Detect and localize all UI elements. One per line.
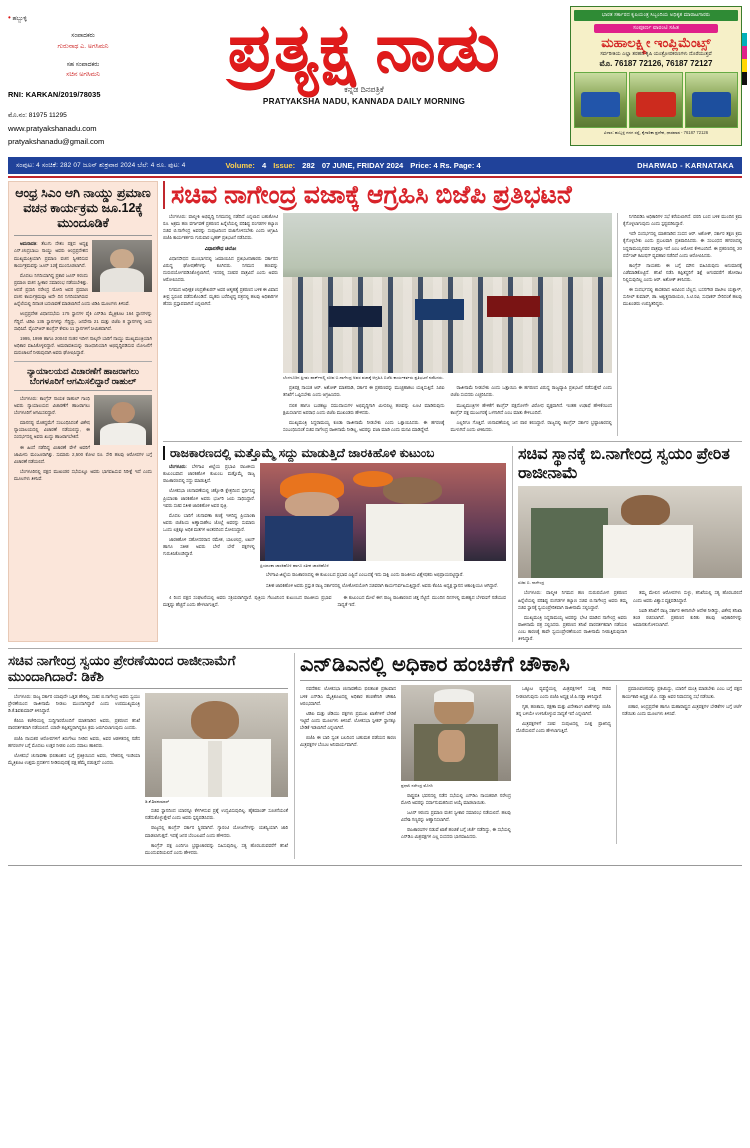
rahul-para-1: ಮಾನನಷ್ಟ ಮೊಕದ್ದಮೆಗೆ ಸಂಬಂಧಿಸಿದಂತೆ ವಿಶೇಷ ನ್ಯಾಯಾಲಯದಲ್ಲಿ ವಿಚಾರಣೆ ನಡೆಯಲಿದ್ದು, ಈ ಸಂದರ್ಭದಲ್ಲಿ ಅವರು ಖುದ್ದು ಹಾಜರಾಗಬೇಕಿದೆ. — [14, 420, 90, 440]
masthead-subtitle-kannada: ಕನ್ನಡ ದಿನಪತ್ರಿಕೆ — [344, 85, 384, 95]
nagendra-para-2: ತಮ್ಮ ಮೇಲಿನ ಆರೋಪಗಳು ಸುಳ್ಳು, ತನಿಖೆಯಲ್ಲಿ ಸತ್ಯ ಹೊರಬರಲಿದೆ ಎಂದು ಅವರು ವಿಶ್ವಾಸ ವ್ಯಕ್ತಪಡಿಸಿದ್ದಾರೆ. — [633, 590, 742, 603]
bottom-section — [8, 653, 742, 859]
nda-col-3 — [516, 685, 611, 843]
jarkiholi-col1-para-1: ಲೋಕಸಭಾ ಚುನಾವಣೆಯಲ್ಲಿ ಚಿಕ್ಕೋಡಿ ಕ್ಷೇತ್ರದಿಂದ ಸ್ಪರ್ಧಿಸಿದ್ದ ಪ್ರಿಯಾಂಕಾ ಜಾರಕಿಹೊಳಿ ಅವರು ಭರ್ಜರಿ ಜಯ ಸಾಧಿಸಿದ್ದಾರೆ. ಇವರು ಸಚಿವ ಸತೀಶ ಜಾರಕಿಹೊಳಿ ಅವರ ಪುತ್ರಿ. — [163, 488, 255, 508]
nda-col2-para-1: ಜೂನ್ 9ರಂದು ಪ್ರಮಾಣ ವಚನ ಸ್ವೀಕಾರ ಸಮಾರಂಭ ನಡೆಯಲಿದೆ. ಹಲವು ವಿದೇಶಿ ಗಣ್ಯರನ್ನು ಆಹ್ವಾನಿಸಲಾಗಿದೆ. — [401, 810, 511, 823]
nda-story — [294, 653, 742, 859]
masthead-title-block — [158, 6, 570, 106]
advert-trailer-image — [685, 72, 738, 128]
mid-section-divider — [163, 441, 742, 442]
main-right-para-0: ನಿಗದಿಪಡಿಸಿ ಅಧಿಕಾರಿಗಳ ಸಭೆ ಕರೆಯಲಾಗಿದೆ. ವರದಿ ಬಂದ ಬಳಿಕ ಮುಂದಿನ ಕ್ರಮ ಕೈಗೊಳ್ಳಲಾಗುವುದು ಎಂದು ಸ್ಪಷ್ಟಪಡಿಸಿದ್ದಾರೆ. — [623, 214, 742, 227]
advert-rotavator-image — [629, 72, 682, 128]
main-col1-para-2: ವಿಧಾನಸೌಧದ ಮುಂಭಾಗದಲ್ಲಿ ಜಮಾಯಿಸಿದ ಪ್ರತಿಭಟನಾಕಾರರು ಸರ್ಕಾರದ ವಿರುದ್ಧ ಘೋಷಣೆಗಳನ್ನು ಕೂಗಿದರು. ನಿಗಮದ ಹಣವನ್ನು ದುರುಪಯೋಗಪಡಿಸಿಕೊಳ್ಳಲಾಗಿದೆ, ಇದರಲ್ಲಿ ಸಚಿವರ ಪಾತ್ರವಿದೆ ಎಂದು ಅವರು ಆರೋಪಿಸಿದರು. — [163, 255, 278, 282]
left-sidebar-column — [8, 181, 158, 642]
masthead-left-info — [8, 6, 158, 148]
rahul-gandhi-photo — [94, 395, 152, 445]
dks-col2-para-1: ರಾಜ್ಯದಲ್ಲಿ ಕಾಂಗ್ರೆಸ್ ಸರ್ಕಾರ ಸ್ಥಿರವಾಗಿದೆ. ಗ್ಯಾರಂಟಿ ಯೋಜನೆಗಳನ್ನು ಯಶಸ್ವಿಯಾಗಿ ಜಾರಿ ಮಾಡಲಾಗುತ್ತದೆ. ಇದಕ್ಕೆ ಜನರ ಬೆಂಬಲವಿದೆ ಎಂದು ಹೇಳಿದರು. — [145, 825, 288, 838]
andhra-para-0: ಅಮರಾವತಿ: ತೆಲುಗು ದೇಶಂ ಪಕ್ಷದ ಅಧ್ಯಕ್ಷ ಎನ್.ಚಂದ್ರಬಾಬು ನಾಯ್ಡು ಅವರು ಆಂಧ್ರಪ್ರದೇಶದ ಮುಖ್ಯಮಂತ್ರಿಯಾಗಿ ಪ್ರಮಾಣ ವಚನ ಸ್ವೀಕರಿಸುವ ಕಾರ್ಯಕ್ರಮವನ್ನು ಜೂನ್ 12ಕ್ಕೆ ಮುಂದೂಡಲಾಗಿದೆ. — [14, 241, 88, 268]
rahul-para-0: ಬೆಂಗಳೂರು: ಕಾಂಗ್ರೆಸ್ ನಾಯಕ ರಾಹುಲ್ ಗಾಂಧಿ ಅವರು ನ್ಯಾಯಾಲಯದ ವಿಚಾರಣೆಗೆ ಹಾಜರಾಗಲು ಬೆಂಗಳೂರಿಗೆ ಆಗಮಿಸಲಿದ್ದಾರೆ. — [14, 395, 90, 415]
dks-col1-para-2: ಬಿಜೆಪಿ ನಾಯಕರ ಆರೋಪಗಳಿಗೆ ತಿರುಗೇಟು ನೀಡಿದ ಅವರು, ಅವರ ಆಡಳಿತದಲ್ಲಿ ನಡೆದ ಹಗರಣಗಳ ಬಗ್ಗೆ ಮೊದಲು ಉತ್ತರ ನೀಡಲಿ ಎಂದು ಸವಾಲು ಹಾಕಿದರು. — [8, 735, 140, 748]
advert-band-text: ಭಾರತ ಸರ್ಕಾರದ ಕೃಷಿಯಂತ್ರ ಸಿಬ್ಬಂದಿಯ ಅಧಿಕೃತ ಮಾರಾಟಗಾರರು — [574, 10, 738, 21]
jarkiholi-dateline-para: ಬೆಂಗಳೂರು: ಬೆಳಗಾವಿ ಜಿಲ್ಲೆಯ ಪ್ರಭಾವಿ ರಾಜಕೀಯ ಕುಟುಂಬವಾದ ಜಾರಕಿಹೊಳಿ ಕುಟುಂಬ ಮತ್ತೊಮ್ಮೆ ರಾಜ್ಯ ರಾಜಕಾರಣದಲ್ಲಿ ಸದ್ದು ಮಾಡುತ್ತಿದೆ. — [163, 464, 255, 484]
nagendra-resign-story — [512, 446, 742, 642]
advert-plough-image — [574, 72, 627, 128]
main-col3-para-0: ರಾಜೀನಾಮೆ ನೀಡಬೇಕು ಎಂದು ಒತ್ತಾಯಿಸಿ ಈ ಹಗರಣದ ವಿರುದ್ಧ ರಾಜ್ಯವ್ಯಾಪಿ ಪ್ರತಿಭಟನೆ ನಡೆಸುತ್ತೇವೆ ಎಂದು ಬಿಜೆಪಿ ಸಂಸದರು ಎಚ್ಚರಿಸಿದರು. — [450, 385, 612, 398]
main-col2-para-2: ಮುಖ್ಯಮಂತ್ರಿ ಸಿದ್ದರಾಮಯ್ಯ ಕೂಡಾ ರಾಜೀನಾಮೆ ನೀಡಬೇಕು ಎಂದು ಒತ್ತಾಯಿಸಿದರು. ಈ ಹಗರಣಕ್ಕೆ ಸಂಬಂಧಿಸಿದಂತೆ ಸಚಿವ ನಾಗೇಂದ್ರ ರಾಜೀನಾಮೆ ನೀಡಿಲ್ಲ, ಅವರನ್ನು ವಜಾ ಮಾಡಿ ಎಂದು ಮನವಿ ಮಾಡಿದ್ದೇವೆ. — [283, 419, 445, 432]
main-col3-para-2: ಎಲ್ಲರಿಗೂ ಗೊತ್ತಿದೆ. ಚುನಾವಣೆಯಲ್ಲಿ ಜನ ಪಾಠ ಕಲಿಸಿದ್ದಾರೆ. ರಾಜ್ಯದಲ್ಲಿ ಕಾಂಗ್ರೆಸ್ ಸರ್ಕಾರ ಭ್ರಷ್ಟಾಚಾರದಲ್ಲಿ ಮುಳುಗಿದೆ ಎಂದು ಟೀಕಿಸಿದರು. — [450, 419, 612, 432]
sub-editor-credit — [8, 61, 158, 80]
bullet-dot-icon: • — [8, 13, 11, 22]
nagendra-para-1: ಮುಖ್ಯಮಂತ್ರಿ ಸಿದ್ದರಾಮಯ್ಯ ಅವರನ್ನು ಭೇಟಿ ಮಾಡಿದ ನಾಗೇಂದ್ರ ಅವರು ರಾಜೀನಾಮೆ ಪತ್ರ ಸಲ್ಲಿಸಿದರು. ಪ್ರಕರಣದ ತನಿಖೆ ಪಾರದರ್ಶಕವಾಗಿ ನಡೆಯಲಿ ಎಂಬ ಕಾರಣಕ್ಕೆ ತಾವೇ ಸ್ವಯಂಪ್ರೇರಣೆಯಿಂದ ರಾಜೀನಾಮೆ ನೀಡುತ್ತಿರುವುದಾಗಿ ತಿಳಿಸಿದ್ದಾರೆ. — [518, 614, 627, 642]
dks-story — [8, 653, 288, 859]
main-story-headline: ಸಚಿವ ನಾಗೇಂದ್ರ ವಜಾಕ್ಕೆ ಆಗ್ರಹಿಸಿ ಬಿಜೆಪಿ ಪ್ರತಿಭಟನೆ — [163, 181, 742, 209]
modi-photo-caption: ಪ್ರಧಾನಿ ನರೇಂದ್ರ ಮೋದಿ — [401, 783, 433, 789]
main-col2-para-0: ಪ್ರತಿಪಕ್ಷ ನಾಯಕ ಆರ್. ಅಶೋಕ್ ಮಾತನಾಡಿ, ಸರ್ಕಾರ ಈ ಪ್ರಕರಣವನ್ನು ಮುಚ್ಚಿಹಾಕಲು ಯತ್ನಿಸುತ್ತಿದೆ. ಸಿಬಿಐ ತನಿಖೆಗೆ ಒಪ್ಪಿಸಬೇಕು ಎಂದು ಆಗ್ರಹಿಸಿದರು. — [283, 385, 445, 398]
jarkiholi-col2-para-2: 4 ರಿಂದ ಪಕ್ಷದ ಸಂಘಟನೆಯಲ್ಲಿ ಅವರು ಸಕ್ರಿಯರಾಗಿದ್ದಾರೆ. ಪುತ್ರಿಯ ಗೆಲುವಿನಿಂದ ಕುಟುಂಬದ ರಾಜಕೀಯ ಪ್ರಭಾವ ಮತ್ತಷ್ಟು ಹೆಚ್ಚಿದೆ ಎಂದು ಹೇಳಲಾಗುತ್ತಿದೆ. — [163, 594, 332, 607]
andhra-para-3: 1995, 1999 ಹಾಗೂ 2004ರ ನಂತರ ಇದೀಗ ನಾಲ್ಕನೇ ಬಾರಿಗೆ ನಾಯ್ಡು ಮುಖ್ಯಮಂತ್ರಿಯಾಗಿ ಅಧಿಕಾರ ವಹಿಸಿಕೊಳ್ಳಲಿದ್ದಾರೆ. ಅಮರಾವತಿಯನ್ನು ರಾಜಧಾನಿಯಾಗಿ ಅಭಿವೃದ್ಧಿಪಡಿಸುವ ಯೋಜನೆಗೆ ಮರುಚಾಲನೆ ನೀಡುವುದಾಗಿ ಅವರು ಘೋಷಿಸಿದ್ದಾರೆ. — [14, 335, 152, 355]
advert-product-images — [574, 72, 738, 128]
volume-label: Volume: — [225, 161, 255, 170]
nagendra-resign-headline: ಸಚಿವ ಸ್ಥಾನಕ್ಕೆ ಬಿ.ನಾಗೇಂದ್ರ ಸ್ವಯಂ ಪ್ರೇರಿತ ರಾಜೀನಾಮೆ — [518, 446, 730, 482]
main-story-column-3 — [617, 213, 742, 436]
volume-value: 4 — [261, 161, 267, 170]
jarkiholi-story — [163, 446, 506, 642]
editor-name: ಗುರುನಾಥ ಎ. ಅಗಸಿಮನಿ — [57, 42, 109, 50]
dks-col1-para-0: ಬೆಂಗಳೂರು: ರಾಜ್ಯ ಸರ್ಕಾರ ಯಾವುದೇ ಒತ್ತಡ ಹೇರಿಲ್ಲ, ಸಚಿವ ಬಿ.ನಾಗೇಂದ್ರ ಅವರು ಸ್ವಯಂ ಪ್ರೇರಣೆಯಿಂದ ರಾಜೀನಾಮೆ ನೀಡಲು ಮುಂದಾಗಿದ್ದಾರೆ ಎಂದು ಉಪಮುಖ್ಯಮಂತ್ರಿ ಡಿ.ಕೆ.ಶಿವಕುಮಾರ್ ತಿಳಿಸಿದ್ದಾರೆ. — [8, 693, 140, 714]
rahul-story-headline: ನ್ಯಾಯಾಲಯದ ವಿಚಾರಣೆಗೆ ಹಾಜರಾಗಲು ಬೆಂಗಳೂರಿಗೆ ಆಗಮಿಸಲಿದ್ದಾರೆ ರಾಹುಲ್ — [27, 366, 139, 387]
nagendra-photo — [518, 486, 742, 578]
rahul-para-2: ಈ ಹಿಂದೆ ನಡೆದಿದ್ದ ವಿಚಾರಣೆ ವೇಳೆ ಅವರಿಗೆ ಜಾಮೀನು ಮಂಜೂರಾಗಿತ್ತು. ಸುಮಾರು 2,500 ಕೋಟಿ ರೂ. ಸೇರಿ ಹಲವು ಆರೋಪಗಳ ಬಗ್ಗೆ ವಿಚಾರಣೆ ನಡೆಯಲಿದೆ. — [14, 444, 152, 464]
bjp-protest-photo-caption: ಬೆಂಗಳೂರಿನ ಫ್ರೀಡಂ ಪಾರ್ಕ್‌ನಲ್ಲಿ ಸಚಿವ ಬಿ.ನಾಗೇಂದ್ರ ಅವರ ವಜಾಕ್ಕೆ ಆಗ್ರಹಿಸಿ ಬಿಜೆಪಿ ಕಾರ್ಯಕರ್ತರು ಪ್ರತಿಭಟನೆ ನಡೆಸಿದರು. — [283, 375, 444, 380]
nda-col1-para-0: ನವದೆಹಲಿ: ಲೋಕಸಭಾ ಚುನಾವಣೆಯ ಫಲಿತಾಂಶ ಪ್ರಕಟವಾದ ಬಳಿಕ ಎನ್‌ಡಿಎ ಮೈತ್ರಿಕೂಟದಲ್ಲಿ ಅಧಿಕಾರ ಹಂಚಿಕೆಗಾಗಿ ಚೌಕಾಸಿ ಆರಂಭವಾಗಿದೆ. — [300, 686, 396, 706]
nagendra-para-3: ಸಿಐಡಿ ತನಿಖೆಗೆ ರಾಜ್ಯ ಸರ್ಕಾರ ಈಗಾಗಲೇ ಆದೇಶ ನೀಡಿದ್ದು, ವಿಶೇಷ ತನಿಖಾ ತಂಡ ರಚಿಸಲಾಗಿದೆ. ಪ್ರಕರಣದ ಕುರಿತು ಹಲವು ಅಧಿಕಾರಿಗಳನ್ನು ಅಮಾನತುಗೊಳಿಸಲಾಗಿದೆ. — [633, 607, 742, 627]
jarkiholi-col1-para-2: ಮೊದಲ ಬಾರಿಗೆ ಚುನಾವಣಾ ಕಣಕ್ಕೆ ಇಳಿದಿದ್ದ ಪ್ರಿಯಾಂಕಾ ಅವರು ಬಿಜೆಪಿಯ ಅಣ್ಣಾಸಾಹೇಬ ಜೊಲ್ಲೆ ಅವರನ್ನು ಸುಮಾರು ಒಂದು ಲಕ್ಷಕ್ಕೂ ಅಧಿಕ ಮತಗಳ ಅಂತರದಿಂದ ಸೋಲಿಸಿದ್ದಾರೆ. — [163, 512, 255, 533]
nda-col-2 — [401, 685, 511, 843]
andhra-story-headline: ಆಂಧ್ರ ಸಿಎಂ ಆಗಿ ನಾಯ್ಡು ಪ್ರಮಾಣ ವಚನ ಕಾರ್ಯಕ್ರಮ ಜೂ.12ಕ್ಕೆ ಮುಂದೂಡಿಕೆ — [15, 186, 151, 230]
jarkiholi-photo-block — [260, 463, 506, 592]
nda-col3-para-1: ಗೃಹ, ಹಣಕಾಸು, ರಕ್ಷಣಾ ಮತ್ತು ವಿದೇಶಾಂಗ ಖಾತೆಗಳನ್ನು ಬಿಜೆಪಿ ತನ್ನ ಬಳಿಯೇ ಉಳಿಸಿಕೊಳ್ಳುವ ಸಾಧ್ಯತೆ ಇದೆ ಎನ್ನಲಾಗಿದೆ. — [516, 703, 611, 716]
issue-value: 282 — [302, 161, 315, 170]
dks-col2-para-0: ಸಚಿವ ಸ್ಥಾನದಿಂದ ಯಾರನ್ನೂ ಕೆಳಗಿಳಿಸುವ ಪ್ರಶ್ನೆ ಉದ್ಭವಿಸುವುದಿಲ್ಲ. ಹೈಕಮಾಂಡ್ ಸೂಚನೆಯಂತೆ ನಡೆದುಕೊಳ್ಳುತ್ತೇವೆ ಎಂದು ಅವರು ಸ್ಪಷ್ಟಪಡಿಸಿದರು. — [145, 808, 288, 821]
main-right-para-2: ಕಾಂಗ್ರೆಸ್ ನಾಯಕರು ಈ ಬಗ್ಗೆ ಮೌನ ವಹಿಸಿರುವುದು ಅನುಮಾನಕ್ಕೆ ಎಡೆಮಾಡಿಕೊಟ್ಟಿದೆ. ತನಿಖೆ ನಡೆಸಿ ತಪ್ಪಿತಸ್ಥರಿಗೆ ಶಿಕ್ಷೆ ಆಗುವವರೆಗೆ ಹೋರಾಟ ನಿಲ್ಲಿಸುವುದಿಲ್ಲ ಎಂದು ಆರ್. ಅಶೋಕ್ ತಿಳಿಸಿದರು. — [623, 262, 742, 282]
nda-col-1 — [300, 685, 396, 843]
andhra-dateline: ಅಮರಾವತಿ: — [20, 241, 38, 247]
editor-credit — [8, 32, 158, 51]
main-story-column-2 — [283, 213, 612, 436]
advert-description: ಸರ್ವರೀತಿಯ ಎಲ್ಲಾ ತರಹದ ಕೃಷಿ ಯಂತ್ರೋಪಕರಣಗಳು ದೊರೆಯುತ್ತವೆ — [600, 51, 712, 58]
bjp-protest-photo — [283, 213, 612, 373]
andhra-para-2: ಆಂಧ್ರಪ್ರದೇಶ ವಿಧಾನಸಭೆಯ 175 ಸ್ಥಾನಗಳ ಪೈಕಿ ಎನ್‌ಡಿಎ ಮೈತ್ರಿಕೂಟ 164 ಸ್ಥಾನಗಳನ್ನು ಗೆದ್ದಿದೆ. ಟಿಡಿಪಿ 135 ಸ್ಥಾನಗಳನ್ನು ಗೆದ್ದಿದ್ದು, ಜನಸೇನಾ 21 ಮತ್ತು ಬಿಜೆಪಿ 8 ಸ್ಥಾನಗಳಲ್ಲಿ ಜಯ ಸಾಧಿಸಿವೆ. ವೈಎಸ್‌ಆರ್ ಕಾಂಗ್ರೆಸ್ ಕೇವಲ 11 ಸ್ಥಾನಗಳಿಗೆ ಸೀಮಿತವಾಗಿದೆ. — [14, 311, 152, 331]
main-col2-para-1: ದಲಿತ ಹಾಗೂ ಬುಡಕಟ್ಟು ಸಮುದಾಯಗಳ ಅಭಿವೃದ್ಧಿಗಾಗಿ ಮೀಸಲಿಟ್ಟ ಹಣವನ್ನು ಲೂಟಿ ಮಾಡಿರುವುದು ಕ್ಷಮಿಸಲಾಗದ ಅಪರಾಧ ಎಂದು ಬಿಜೆಪಿ ಮುಖಂಡರು ಹೇಳಿದರು. — [283, 402, 445, 415]
jarkiholi-photo-caption: ಪ್ರಿಯಾಂಕಾ ಜಾರಕಿಹೊಳಿ ಹಾಗೂ ಸತೀಶ ಜಾರಕಿಹೊಳಿ — [260, 563, 329, 569]
advert-footer-address: ವಿಳಾಸ: ಹುಬ್ಬಳ್ಳಿ ಗದಗ ರಸ್ತೆ, ಕೈಗಾರಿಕಾ ಪ್ರದೇಶ, ಧಾರವಾಡ - 76187 72126 — [603, 129, 709, 135]
contact-email[interactable]: pratyakshanadu@gmail.com — [8, 137, 105, 147]
masthead-advertisement[interactable] — [570, 6, 742, 146]
sub-editor-role: ಸಹ ಸಂಪಾದಕರು — [66, 61, 100, 68]
nda-col4-para-0: ಪ್ರಮಾಣವಚನವನ್ನು ಪ್ರಕಟಿಸಿದ್ದು, ಯಾರಿಗೆ ಮಂತ್ರಿ ಮಾಡಬೇಕು ಎಂಬ ಬಗ್ಗೆ ಪಕ್ಷದ ಕಾರ್ಯಕಾರಿ ಅಧ್ಯಕ್ಷ ಜೆ.ಪಿ. ನಡ್ಡಾ ಅವರ ನಿವಾಸದಲ್ಲಿ ಸಭೆ ನಡೆಯಿತು. — [622, 686, 742, 699]
issue-info-bar — [8, 157, 742, 174]
nda-headline: ಎನ್‌ಡಿಎನಲ್ಲಿ ಅಧಿಕಾರ ಹಂಚಿಕೆಗೆ ಚೌಕಾಸಿ — [300, 653, 570, 677]
infobar-kannada-text: ಸಂಪುಟ: 4 ಸಂಚಿಕೆ: 282 07 ಜೂನ್ ಶುಕ್ರವಾರ 2024 ಬೆಲೆ: 4 ರೂ. ಪುಟ: 4 — [16, 161, 186, 169]
main-story-grid — [163, 213, 742, 436]
jarkiholi-col2-para-3: ಈ ಕುಟುಂಬದ ಮೇಲೆ ಈಗ ರಾಜ್ಯ ರಾಜಕಾರಣದ ಚಿತ್ತ ನೆಟ್ಟಿದೆ. ಮುಂದಿನ ದಿನಗಳಲ್ಲಿ ಮಹತ್ವದ ಬೆಳವಣಿಗೆ ನಡೆಯುವ ಸಾಧ್ಯತೆ ಇದೆ. — [337, 594, 506, 607]
nda-col2-para-2: ರಾಜಕಾರಣಿಗಳ ನಡುವೆ ಖಾತೆ ಹಂಚಿಕೆ ಬಗ್ಗೆ ಚರ್ಚೆ ನಡೆದಿದ್ದು, ಈ ಸಭೆಯಲ್ಲಿ ಎನ್‌ಡಿಎ ಮಿತ್ರಪಕ್ಷಗಳ ಎಲ್ಲ ಸಂಸದರು ಭಾಗವಹಿಸಿದರು. — [401, 827, 511, 840]
nda-col3-para-2: ಮಿತ್ರಪಕ್ಷಗಳಿಗೆ ಸಚಿವ ಸಂಪುಟದಲ್ಲಿ ಸೂಕ್ತ ಪ್ರಾತಿನಿಧ್ಯ ದೊರೆಯಲಿದೆ ಎಂದು ಹೇಳಲಾಗುತ್ತಿದೆ. — [516, 720, 611, 734]
nda-col4-para-1: ಬಿಹಾರ, ಆಂಧ್ರಪ್ರದೇಶ ಹಾಗೂ ಮಹಾರಾಷ್ಟ್ರದ ಮಿತ್ರಪಕ್ಷಗಳ ಬೇಡಿಕೆಗಳ ಬಗ್ಗೆ ಚರ್ಚೆ ನಡೆಯಿತು ಎಂದು ಮೂಲಗಳು ತಿಳಿಸಿವೆ. — [622, 703, 742, 716]
main-right-para-1: ಇದೇ ಸಂದರ್ಭದಲ್ಲಿ ಮಾತನಾಡಿದ ಸಂಸದ ಆರ್. ಅಶೋಕ್, ಸರ್ಕಾರ ತಕ್ಷಣ ಕ್ರಮ ಕೈಗೊಳ್ಳಬೇಕು ಎಂದು ಪ್ರಬಲವಾಗಿ ಪ್ರತಿಪಾದಿಸಿದರು. ಈ ಸಂಬಂಧದ ಹಗರಣದಲ್ಲಿ ಸಿದ್ದರಾಮಯ್ಯನವರ ಪಾತ್ರವೂ ಇದೆ ಎಂಬ ಆರೋಪ ಕೇಳಿಬಂದಿದೆ. ಈ ಪ್ರಕರಣದಲ್ಲಿ 20 ಪರ್ಸೆಂಟ್ ಕಮಿಷನ್ ವ್ಯವಹಾರ ನಡೆದಿದೆ ಎಂದು ಆರೋಪಿಸಿದರು. — [623, 231, 742, 258]
main-content-column — [163, 181, 742, 642]
jarkiholi-col1-para-3: ಜಾರಕಿಹೊಳಿ ಸಹೋದರರಾದ ರಮೇಶ, ಬಾಲಚಂದ್ರ, ಲಖನ್ ಹಾಗೂ ಸತೀಶ ಅವರು ಬೇರೆ ಬೇರೆ ಪಕ್ಷಗಳಲ್ಲಿ ಗುರುತಿಸಿಕೊಂಡಿದ್ದಾರೆ. — [163, 537, 255, 557]
dks-headline: ಸಚಿವ ನಾಗೇಂದ್ರ ಸ್ವಯಂ ಪ್ರೇರಣೆಯಿಂದ ರಾಜೀನಾಮೆಗೆ ಮುಂದಾಗಿದಾರೆ: ಡಿಕೆಶಿ — [8, 653, 236, 685]
jarkiholi-bottom-text — [163, 594, 506, 611]
nda-headline-divider — [300, 680, 742, 681]
modi-photo — [401, 685, 511, 781]
advert-company-name: ಮಹಾಲಕ್ಷ್ಮೀ ಇಂಪ್ಲಿಮೆಂಟ್ಸ್ — [601, 35, 711, 50]
sub-editor-name: ಸಚಿನ ಅಗಸಿಮನಿ — [66, 70, 100, 78]
main-right-para-3: ಈ ಸಂದರ್ಭದಲ್ಲಿ ಶಾಸಕರಾದ ಅರವಿಂದ ಬೆಲ್ಲದ, ಬಸನಗೌಡ ಪಾಟೀಲ ಯತ್ನಾಳ್, ಸುನೀಲ್ ಕುಮಾರ್, ಡಾ. ಅಶ್ವತ್ಥನಾರಾಯಣ, ಸಿ.ಟಿ.ರವಿ, ಸುಧಾಕರ್ ಸೇರಿದಂತೆ ಹಲವು ಮುಖಂಡರು ಉಪಸ್ಥಿತರಿದ್ದರು. — [623, 287, 742, 307]
issue-label: Issue: — [273, 161, 296, 170]
contact-phone: ಮೊ.ನಂ: 81975 11295 — [8, 112, 67, 120]
color-registration-strip-icon — [742, 33, 747, 85]
dks-headline-divider — [8, 688, 288, 689]
editor-role: ಸಂಪಾದಕರು — [71, 33, 95, 40]
masthead-divider — [8, 176, 742, 178]
rni-number: RNI: KARKAN/2019/78035 — [8, 89, 101, 99]
contact-website[interactable]: www.pratyakshanadu.com — [8, 123, 97, 133]
publication-place: DHARWAD - KARNATAKA — [637, 161, 734, 170]
masthead-bullet-text: ಹಬ್ಬುಳ್ಳಿ — [12, 16, 27, 22]
nda-col2-para-0: ರಾಷ್ಟ್ರಪತಿ ಭವನದಲ್ಲಿ ನಡೆದ ಸಭೆಯಲ್ಲಿ ಎನ್‌ಡಿಎ ನಾಯಕರಾಗಿ ನರೇಂದ್ರ ಮೋದಿ ಅವರನ್ನು ಸರ್ವಾನುಮತದಿಂದ ಆಯ್ಕೆ ಮಾಡಲಾಯಿತು. — [401, 792, 511, 805]
dks-photo-col — [145, 693, 288, 859]
nagendra-resign-body — [518, 589, 742, 642]
masthead-bullet — [8, 12, 158, 24]
naidu-portrait-photo — [92, 240, 152, 292]
infobar-english-block — [226, 161, 481, 170]
main-col1-subhead: ವಿಧಾನಸೌಧ ಚಲೋ — [204, 245, 237, 252]
jarkiholi-col2-para-1: ಸತೀಶ ಜಾರಕಿಹೊಳಿ ಅವರು ಪ್ರಸ್ತುತ ರಾಜ್ಯ ಸರ್ಕಾರದಲ್ಲಿ ಲೋಕೋಪಯೋಗಿ ಸಚಿವರಾಗಿ ಕಾರ್ಯನಿರ್ವಹಿಸುತ್ತಿದ್ದಾರೆ. ಅವರು ಕೆಪಿಸಿಸಿ ಅಧ್ಯಕ್ಷ ಸ್ಥಾನದ ಆಕಾಂಕ್ಷಿಯೂ ಆಗಿದ್ದಾರೆ. — [266, 582, 498, 588]
nagendra-para-0: ಬೆಂಗಳೂರು: ವಾಲ್ಮೀಕಿ ನಿಗಮದ ಹಣ ದುರುಪಯೋಗ ಪ್ರಕರಣದ ಹಿನ್ನೆಲೆಯಲ್ಲಿ ಪರಿಶಿಷ್ಟ ಪಂಗಡಗಳ ಕಲ್ಯಾಣ ಸಚಿವ ಬಿ.ನಾಗೇಂದ್ರ ಅವರು ತಮ್ಮ ಸಚಿವ ಸ್ಥಾನಕ್ಕೆ ಸ್ವಯಂಪ್ರೇರಿತವಾಗಿ ರಾಜೀನಾಮೆ ಸಲ್ಲಿಸಿದ್ದಾರೆ. — [518, 590, 627, 610]
nda-col1-para-1: ಟಿಡಿಪಿ ಮತ್ತು ಜೆಡಿಯು ಪಕ್ಷಗಳು ಪ್ರಮುಖ ಖಾತೆಗಳಿಗೆ ಬೇಡಿಕೆ ಇಟ್ಟಿವೆ ಎಂದು ಮೂಲಗಳು ತಿಳಿಸಿವೆ. ಲೋಕಸಭಾ ಸ್ಪೀಕರ್ ಸ್ಥಾನಕ್ಕೂ ಬೇಡಿಕೆ ಇಡಲಾಗಿದೆ ಎನ್ನಲಾಗಿದೆ. — [300, 710, 396, 731]
masthead-subtitle-english: PRATYAKSHA NADU, KANNADA DAILY MORNING — [262, 97, 466, 107]
nda-col3-para-0: ಒಕ್ಕೂಟ ವ್ಯವಸ್ಥೆಯಲ್ಲಿ ಮಿತ್ರಪಕ್ಷಗಳಿಗೆ ಸೂಕ್ತ ಗೌರವ ನೀಡಲಾಗುವುದು ಎಂದು ಬಿಜೆಪಿ ಅಧ್ಯಕ್ಷ ಜೆ.ಪಿ.ನಡ್ಡಾ ತಿಳಿಸಿದ್ದಾರೆ. — [516, 686, 611, 699]
dk-shivakumar-photo — [145, 693, 288, 797]
jarkiholi-col2-para-0: ಬೆಳಗಾವಿ ಜಿಲ್ಲೆಯ ರಾಜಕಾರಣದಲ್ಲಿ ಈ ಕುಟುಂಬದ ಪ್ರಭಾವ ಎಷ್ಟಿದೆ ಎಂಬುದಕ್ಕೆ ಇದು ಸಾಕ್ಷಿ ಎಂದು ರಾಜಕೀಯ ವಿಶ್ಲೇಷಕರು ಅಭಿಪ್ರಾಯಪಟ್ಟಿದ್ದಾರೆ. — [266, 572, 464, 578]
rahul-headline-divider — [14, 390, 152, 391]
jarkiholi-dateline: ಬೆಂಗಳೂರು: — [169, 464, 187, 470]
mid-section — [163, 446, 742, 642]
bottom-section-divider — [8, 648, 742, 649]
nda-col1-para-2: ಬಿಜೆಪಿ ಈ ಬಾರಿ ಸ್ವಂತ ಬಲದಿಂದ ಬಹುಮತ ಪಡೆಯದ ಕಾರಣ ಮಿತ್ರಪಕ್ಷಗಳ ಬೆಂಬಲ ಅನಿವಾರ್ಯವಾಗಿದೆ. — [300, 735, 396, 748]
main-col3-para-1: ಮುಖ್ಯಮಂತ್ರಿಗಳ ಹೇಳಿಕೆಗೆ ಕಾಂಗ್ರೆಸ್ ಪಕ್ಷದೊಳಗೇ ವಿರೋಧ ವ್ಯಕ್ತವಾಗಿದೆ. ಇಂತಹ ಉಢಾಫೆ ಹೇಳಿಕೆಯಿಂದ ಕಾಂಗ್ರೆಸ್ ಪಕ್ಷ ಮುಜುಗರಕ್ಕೆ ಒಳಗಾಗಿದೆ ಎಂಬ ಮಾತು ಕೇಳಿಬಂದಿದೆ. — [450, 402, 612, 415]
main-col1-para-0: ಬೆಂಗಳೂರು: ವಾಲ್ಮೀಕಿ ಅಭಿವೃದ್ಧಿ ನಿಗಮದಲ್ಲಿ ನಡೆದಿದೆ ಎನ್ನಲಾದ ಬಹುಕೋಟಿ ರೂ. ಅಕ್ರಮ ಹಣ ವರ್ಗಾವಣೆ ಪ್ರಕರಣದ ಹಿನ್ನೆಲೆಯಲ್ಲಿ ಪರಿಶಿಷ್ಟ ಪಂಗಡಗಳ ಕಲ್ಯಾಣ ಸಚಿವ ಬಿ.ನಾಗೇಂದ್ರ ಅವರನ್ನು ಸಂಪುಟದಿಂದ ವಜಾಗೊಳಿಸಬೇಕು ಎಂದು ಆಗ್ರಹಿಸಿ ಬಿಜೆಪಿ ಕಾರ್ಯಕರ್ತರು ಗುರುವಾರ ಬೃಹತ್ ಪ್ರತಿಭಟನೆ ನಡೆಸಿದರು. — [163, 214, 278, 241]
main-col1-para-3: ನಿಗಮದ ಅಧೀಕ್ಷಕ ಚಂದ್ರಶೇಖರನ್ ಅವರ ಆತ್ಮಹತ್ಯೆ ಪ್ರಕರಣದ ಬಳಿಕ ಈ ವಿವಾದ ತೀವ್ರ ಸ್ವರೂಪ ಪಡೆದುಕೊಂಡಿದೆ. ಮೃತರು ಬರೆದಿಟ್ಟಿದ್ದ ಪತ್ರದಲ್ಲಿ ಹಲವು ಅಧಿಕಾರಿಗಳ ಹೆಸರು ಪ್ರಸ್ತಾಪವಾಗಿದೆ ಎನ್ನಲಾಗಿದೆ. — [163, 287, 278, 307]
jarkiholi-headline: ರಾಜಕಾರಣದಲ್ಲಿ ಮತ್ತೊಮ್ಮೆ ಸದ್ದು ಮಾಡುತ್ತಿದೆ ಜಾರಕಿಹೊಳಿ ಕುಟುಂಬ — [163, 446, 506, 460]
nagendra-photo-caption: ಸಚಿವ ಬಿ. ನಾಗೇಂದ್ರ — [518, 580, 545, 586]
dks-col2-para-2: ಕಾಂಗ್ರೆಸ್ ಪಕ್ಷ ಎಂದಿಗೂ ಭ್ರಷ್ಟಾಚಾರವನ್ನು ಸಹಿಸುವುದಿಲ್ಲ. ಸತ್ಯ ಹೊರಬರುವವರೆಗೆ ತನಿಖೆ ಮುಂದುವರಿಯಲಿದೆ ಎಂದು ಹೇಳಿದರು. — [145, 842, 288, 855]
advert-phone: ಮೊ. 76187 72126, 76187 72127 — [599, 58, 713, 68]
rahul-para-3: ಬೆಂಗಳೂರಿನಲ್ಲಿ ಪಕ್ಷದ ಮುಖಂಡರ ಸಭೆಯಲ್ಲೂ ಅವರು ಭಾಗವಹಿಸುವ ನಿರೀಕ್ಷೆ ಇದೆ ಎಂದು ಮೂಲಗಳು ತಿಳಿಸಿವೆ. — [14, 468, 152, 481]
main-story-text-twocol — [283, 384, 612, 436]
jarkiholi-family-photo — [260, 463, 506, 561]
masthead-contact — [8, 110, 158, 148]
dks-col1-para-1: ಕೆಪಿಸಿಸಿ ಕಚೇರಿಯಲ್ಲಿ ಸುದ್ದಿಗಾರರೊಂದಿಗೆ ಮಾತನಾಡಿದ ಅವರು, ಪ್ರಕರಣದ ತನಿಖೆ ಪಾರದರ್ಶಕವಾಗಿ ನಡೆಯಲಿದೆ. ಯಾರೇ ತಪ್ಪಿತಸ್ಥರಾಗಿದ್ದರೂ ಕ್ರಮ ಜರುಗಿಸಲಾಗುವುದು ಎಂದರು. — [8, 718, 140, 731]
masthead — [8, 6, 742, 154]
issue-date: 07 JUNE, FRIDAY 2024 — [321, 161, 404, 170]
andhra-para-1: ಮೊದಲು ನಿಗದಿಯಾಗಿದ್ದ ಪ್ರಕಾರ ಜೂನ್ 9ರಂದು ಪ್ರಮಾಣ ವಚನ ಸ್ವೀಕಾರ ಸಮಾರಂಭ ನಡೆಯಬೇಕಿತ್ತು. ಆದರೆ ಪ್ರಧಾನಿ ನರೇಂದ್ರ ಮೋದಿ ಅವರ ಪ್ರಮಾಣ ವಚನ ಕಾರ್ಯಕ್ರಮವೂ ಅದೇ ದಿನ ನಿಗದಿಯಾಗಿರುವ ಹಿನ್ನೆಲೆಯಲ್ಲಿ ದಿನಾಂಕ ಬದಲಾವಣೆ ಮಾಡಲಾಗಿದೆ ಎಂದು ಟಿಡಿಪಿ ಮೂಲಗಳು ತಿಳಿಸಿವೆ. — [14, 272, 130, 307]
advert-tagline: ಸಂಪೂರ್ಣ ವಾರಂಟಿ ಸಹಿತ — [594, 24, 718, 33]
newspaper-title: ಪ್ರತ್ಯಕ್ಷ ನಾಡು — [227, 10, 501, 84]
page-footer-rule — [8, 865, 742, 866]
sidebar-section-divider — [14, 361, 152, 362]
main-story-column-1 — [163, 213, 278, 436]
jarkiholi-text-left — [163, 463, 255, 592]
nda-col-4 — [616, 685, 742, 843]
dks-col1-para-3: ಲೋಕಸಭೆ ಚುನಾವಣಾ ಫಲಿತಾಂಶದ ಬಗ್ಗೆ ಪ್ರತಿಕ್ರಿಯಿಸಿದ ಅವರು, 'ದೇಶದಲ್ಲಿ ಇಂಡಿಯಾ ಮೈತ್ರಿಕೂಟ ಉತ್ತಮ ಪ್ರದರ್ಶನ ನೀಡಿರುವುದಕ್ಕೆ ಪಕ್ಷ ಹೆಮ್ಮೆ ಪಡುತ್ತದೆ' ಎಂದರು. — [8, 752, 140, 765]
page-body — [8, 181, 742, 642]
headline-divider — [14, 235, 152, 236]
dks-text-col1 — [8, 693, 140, 859]
issue-price-page: Price: 4 Rs. Page: 4 — [410, 161, 481, 170]
dks-photo-caption: ಡಿ.ಕೆ.ಶಿವಕುಮಾರ್ — [145, 798, 170, 804]
